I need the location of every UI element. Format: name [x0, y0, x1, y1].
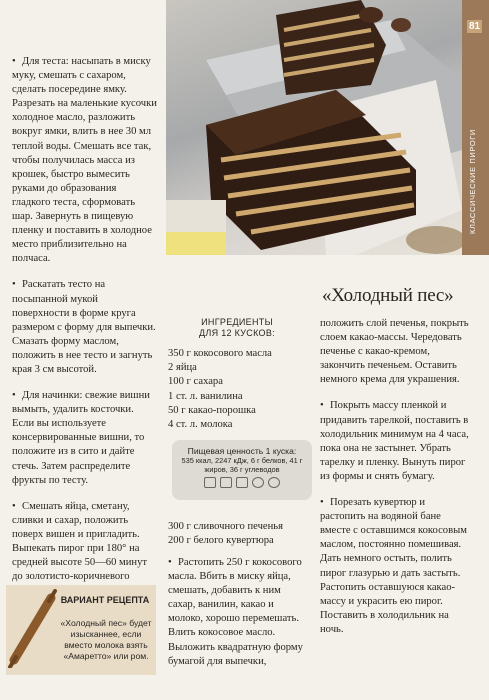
ingredient-item: 1 ст. л. ванилина — [168, 390, 243, 402]
instructions-column-2 — [168, 556, 306, 681]
ingredients-continued — [168, 520, 306, 548]
pot-icon — [204, 477, 216, 488]
clock-icon — [252, 477, 264, 488]
instructions-column-1 — [12, 55, 157, 610]
nutrition-title: Пищевая ценность 1 куска: — [187, 446, 297, 456]
cake-photo — [166, 0, 462, 255]
step-melt-coconut: • Растопить 250 г кокосового масла. Вбить в миску яйца, смешать, добавить к ним сахар, ванилин, какао и молоко, хорошо перемешать. Влить кокосовое масло. Выложить квадратную форму бумагой для выпечки, — [168, 557, 303, 667]
ingredient-item: 350 г кокосового масла — [168, 348, 272, 359]
step-roll-dough: • Раскатать тесто на посыпанной мукой поверхности в форме круга размером с форму для выпечки. Смазать форму маслом, положить в нее тесто и загнуть края 3 см высотой. — [12, 279, 156, 375]
ingredient-item: 4 ст. л. молока — [168, 419, 233, 431]
ingredients-column — [168, 317, 306, 432]
recipe-title: «Холодный пес» — [322, 285, 454, 306]
step-bake: • Смешать яйца, сметану, сливки и сахар, положить поверх вишен и пригладить. Выпекать пирог при 180° на средней высоте 50—60 минут до золотисто-коричневого — [12, 500, 147, 583]
step-glaze: • Порезать кувертюр и растопить на водяной бане вместе с оставшимся кокосовым маслом, постоянно помешивая. Дать немного остыть, полить пирог глазурью и дать застыть. Растопить оставшуюся какао-массу и украсить ею пирог. Поставить в холодильник на ночь. — [320, 497, 467, 635]
clock-icon — [268, 477, 280, 488]
instructions-column-3 — [320, 317, 470, 649]
ingredient-item: 200 г белого кувертюра — [168, 535, 274, 547]
variant-title: ВАРИАНТ РЕЦЕПТА — [60, 595, 150, 605]
variant-text: «Холодный пес» будет изысканнее, если вместо молока взять «Амаретто» или ром. — [60, 618, 152, 661]
nutrition-text: 535 ккал, 2247 кДж, 6 г белков, 41 г жиров, 36 г углеводов — [181, 456, 303, 474]
ingredient-item: 2 яйца — [168, 362, 197, 374]
ingredient-item: 100 г сахара — [168, 376, 223, 388]
nutrition-icons — [180, 477, 304, 488]
rolling-pin-icon — [6, 588, 61, 668]
ingredients-heading: ИНГРЕДИЕНТЫ ДЛЯ 12 КУСКОВ: — [199, 317, 275, 338]
step-dough: • Для теста: насыпать в миску муку, смешать с сахаром, сделать посередине ямку. Разрезать на маленькие кусочки холодное масло, разложить вокруг ямки, влить в нее 30 мл теплой воды. Смешать все так, чтобы получилась масса из крошек, быстро вымесить руками до образования гладкого теста, сформовать шар. Завернуть в пищевую пленку и поставить в холодное место приблизительно на полчаса. — [12, 56, 157, 265]
ingredient-item: 50 г какао-порошка — [168, 404, 256, 416]
step-refrigerate: • Покрыть массу пленкой и придавить тарелкой, поставить в холодильник минимум на 4 часа, пока она не застынет. Убрать тарелку и пленку. Вынуть пирог из формы и снять бумагу. — [320, 400, 469, 482]
page-number: 81 — [469, 21, 481, 32]
nutrition-box — [172, 440, 312, 500]
step-filling: • Для начинки: свежие вишни вымыть, удалить косточки. Если вы используете консервированные вишни, то положите из в сито и дайте стечь. Затем распределите фрукты по тесту. — [12, 390, 150, 486]
cake-illustration — [166, 0, 462, 255]
step-layer-cookies: положить слой печенья, покрыть слоем какао-массы. Чередовать печенье с какао-кремом, закончить печеньем. Оставить немного крема для украшения. — [320, 318, 469, 386]
spoon-icon — [236, 477, 248, 488]
section-label: КЛАССИЧЕСКИЕ ПИРОГИ — [468, 129, 477, 235]
bowl-icon — [220, 477, 232, 488]
ingredient-item: 300 г сливочного печенья — [168, 521, 283, 532]
